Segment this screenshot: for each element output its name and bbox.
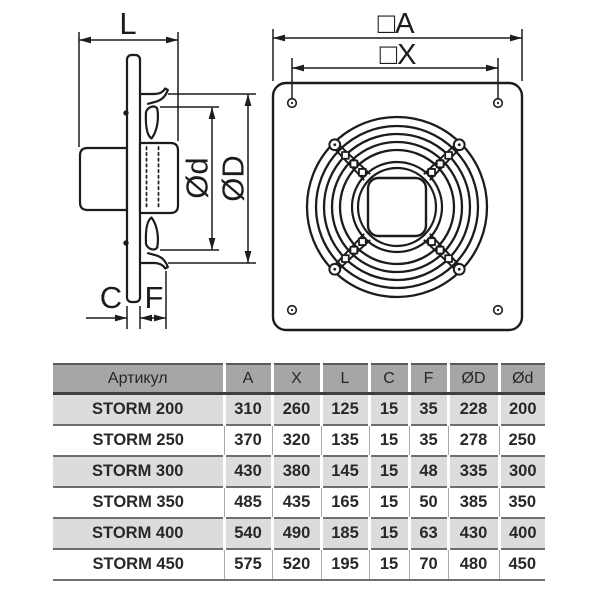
dimension-label-f: F <box>144 280 164 315</box>
table-row <box>53 518 545 549</box>
column-header-f: F <box>409 364 448 394</box>
article-cell: STORM 450 <box>53 549 224 580</box>
bolt-mark-bottom <box>123 240 128 245</box>
dimension-label-c: C <box>99 280 123 315</box>
value-cell: 50 <box>409 487 448 518</box>
column-header-od-big: ØD <box>448 364 499 394</box>
value-cell: 135 <box>321 425 369 456</box>
value-cell: 70 <box>409 549 448 580</box>
value-cell: 370 <box>224 425 272 456</box>
table-row <box>53 549 545 580</box>
value-cell: 15 <box>369 394 409 426</box>
value-cell: 278 <box>448 425 499 456</box>
value-cell: 435 <box>272 487 321 518</box>
table-header-row <box>53 364 545 394</box>
column-header-article: Артикул <box>53 364 224 394</box>
value-cell: 540 <box>224 518 272 549</box>
bolt-mark-top <box>123 110 128 115</box>
value-cell: 250 <box>499 425 545 456</box>
value-cell: 15 <box>369 549 409 580</box>
value-cell: 125 <box>321 394 369 426</box>
side-view <box>80 55 178 302</box>
article-cell: STORM 200 <box>53 394 224 426</box>
table-row <box>53 394 545 426</box>
value-cell: 35 <box>409 394 448 426</box>
dimension-label-l: L <box>119 6 137 41</box>
value-cell: 165 <box>321 487 369 518</box>
spec-table <box>53 363 545 581</box>
article-cell: STORM 400 <box>53 518 224 549</box>
motor-housing <box>80 148 127 210</box>
bell-mouth-bottom <box>140 253 168 268</box>
value-cell: 400 <box>499 518 545 549</box>
fan-blade-upper <box>146 107 158 139</box>
spec-table-body <box>53 394 545 581</box>
dimension-label-od-small: Ød <box>179 157 215 199</box>
bell-mouth-top <box>140 89 168 104</box>
value-cell: 185 <box>321 518 369 549</box>
value-cell: 310 <box>224 394 272 426</box>
value-cell: 490 <box>272 518 321 549</box>
column-header-x: X <box>272 364 321 394</box>
value-cell: 195 <box>321 549 369 580</box>
table-row <box>53 425 545 456</box>
value-cell: 480 <box>448 549 499 580</box>
value-cell: 320 <box>272 425 321 456</box>
value-cell: 260 <box>272 394 321 426</box>
column-header-c: C <box>369 364 409 394</box>
front-view <box>273 83 522 330</box>
value-cell: 380 <box>272 456 321 487</box>
value-cell: 300 <box>499 456 545 487</box>
dimension-label-square-a: □A <box>377 8 415 40</box>
value-cell: 35 <box>409 425 448 456</box>
table-row <box>53 456 545 487</box>
column-header-od-small: Ød <box>499 364 545 394</box>
fan-blade-lower <box>146 218 158 250</box>
value-cell: 430 <box>448 518 499 549</box>
value-cell: 228 <box>448 394 499 426</box>
value-cell: 335 <box>448 456 499 487</box>
value-cell: 385 <box>448 487 499 518</box>
spec-table-container <box>53 363 545 581</box>
value-cell: 450 <box>499 549 545 580</box>
dimension-label-square-x: □X <box>379 39 417 71</box>
value-cell: 15 <box>369 487 409 518</box>
value-cell: 485 <box>224 487 272 518</box>
dimension-label-od-big: ØD <box>215 155 251 202</box>
value-cell: 15 <box>369 456 409 487</box>
value-cell: 350 <box>499 487 545 518</box>
column-header-a: A <box>224 364 272 394</box>
table-row <box>53 487 545 518</box>
article-cell: STORM 300 <box>53 456 224 487</box>
article-cell: STORM 250 <box>53 425 224 456</box>
column-header-l: L <box>321 364 369 394</box>
guard-center-square <box>368 178 426 236</box>
value-cell: 15 <box>369 518 409 549</box>
value-cell: 63 <box>409 518 448 549</box>
value-cell: 200 <box>499 394 545 426</box>
mounting-plate-side <box>127 55 140 302</box>
value-cell: 520 <box>272 549 321 580</box>
article-cell: STORM 350 <box>53 487 224 518</box>
value-cell: 48 <box>409 456 448 487</box>
value-cell: 145 <box>321 456 369 487</box>
value-cell: 430 <box>224 456 272 487</box>
value-cell: 575 <box>224 549 272 580</box>
value-cell: 15 <box>369 425 409 456</box>
